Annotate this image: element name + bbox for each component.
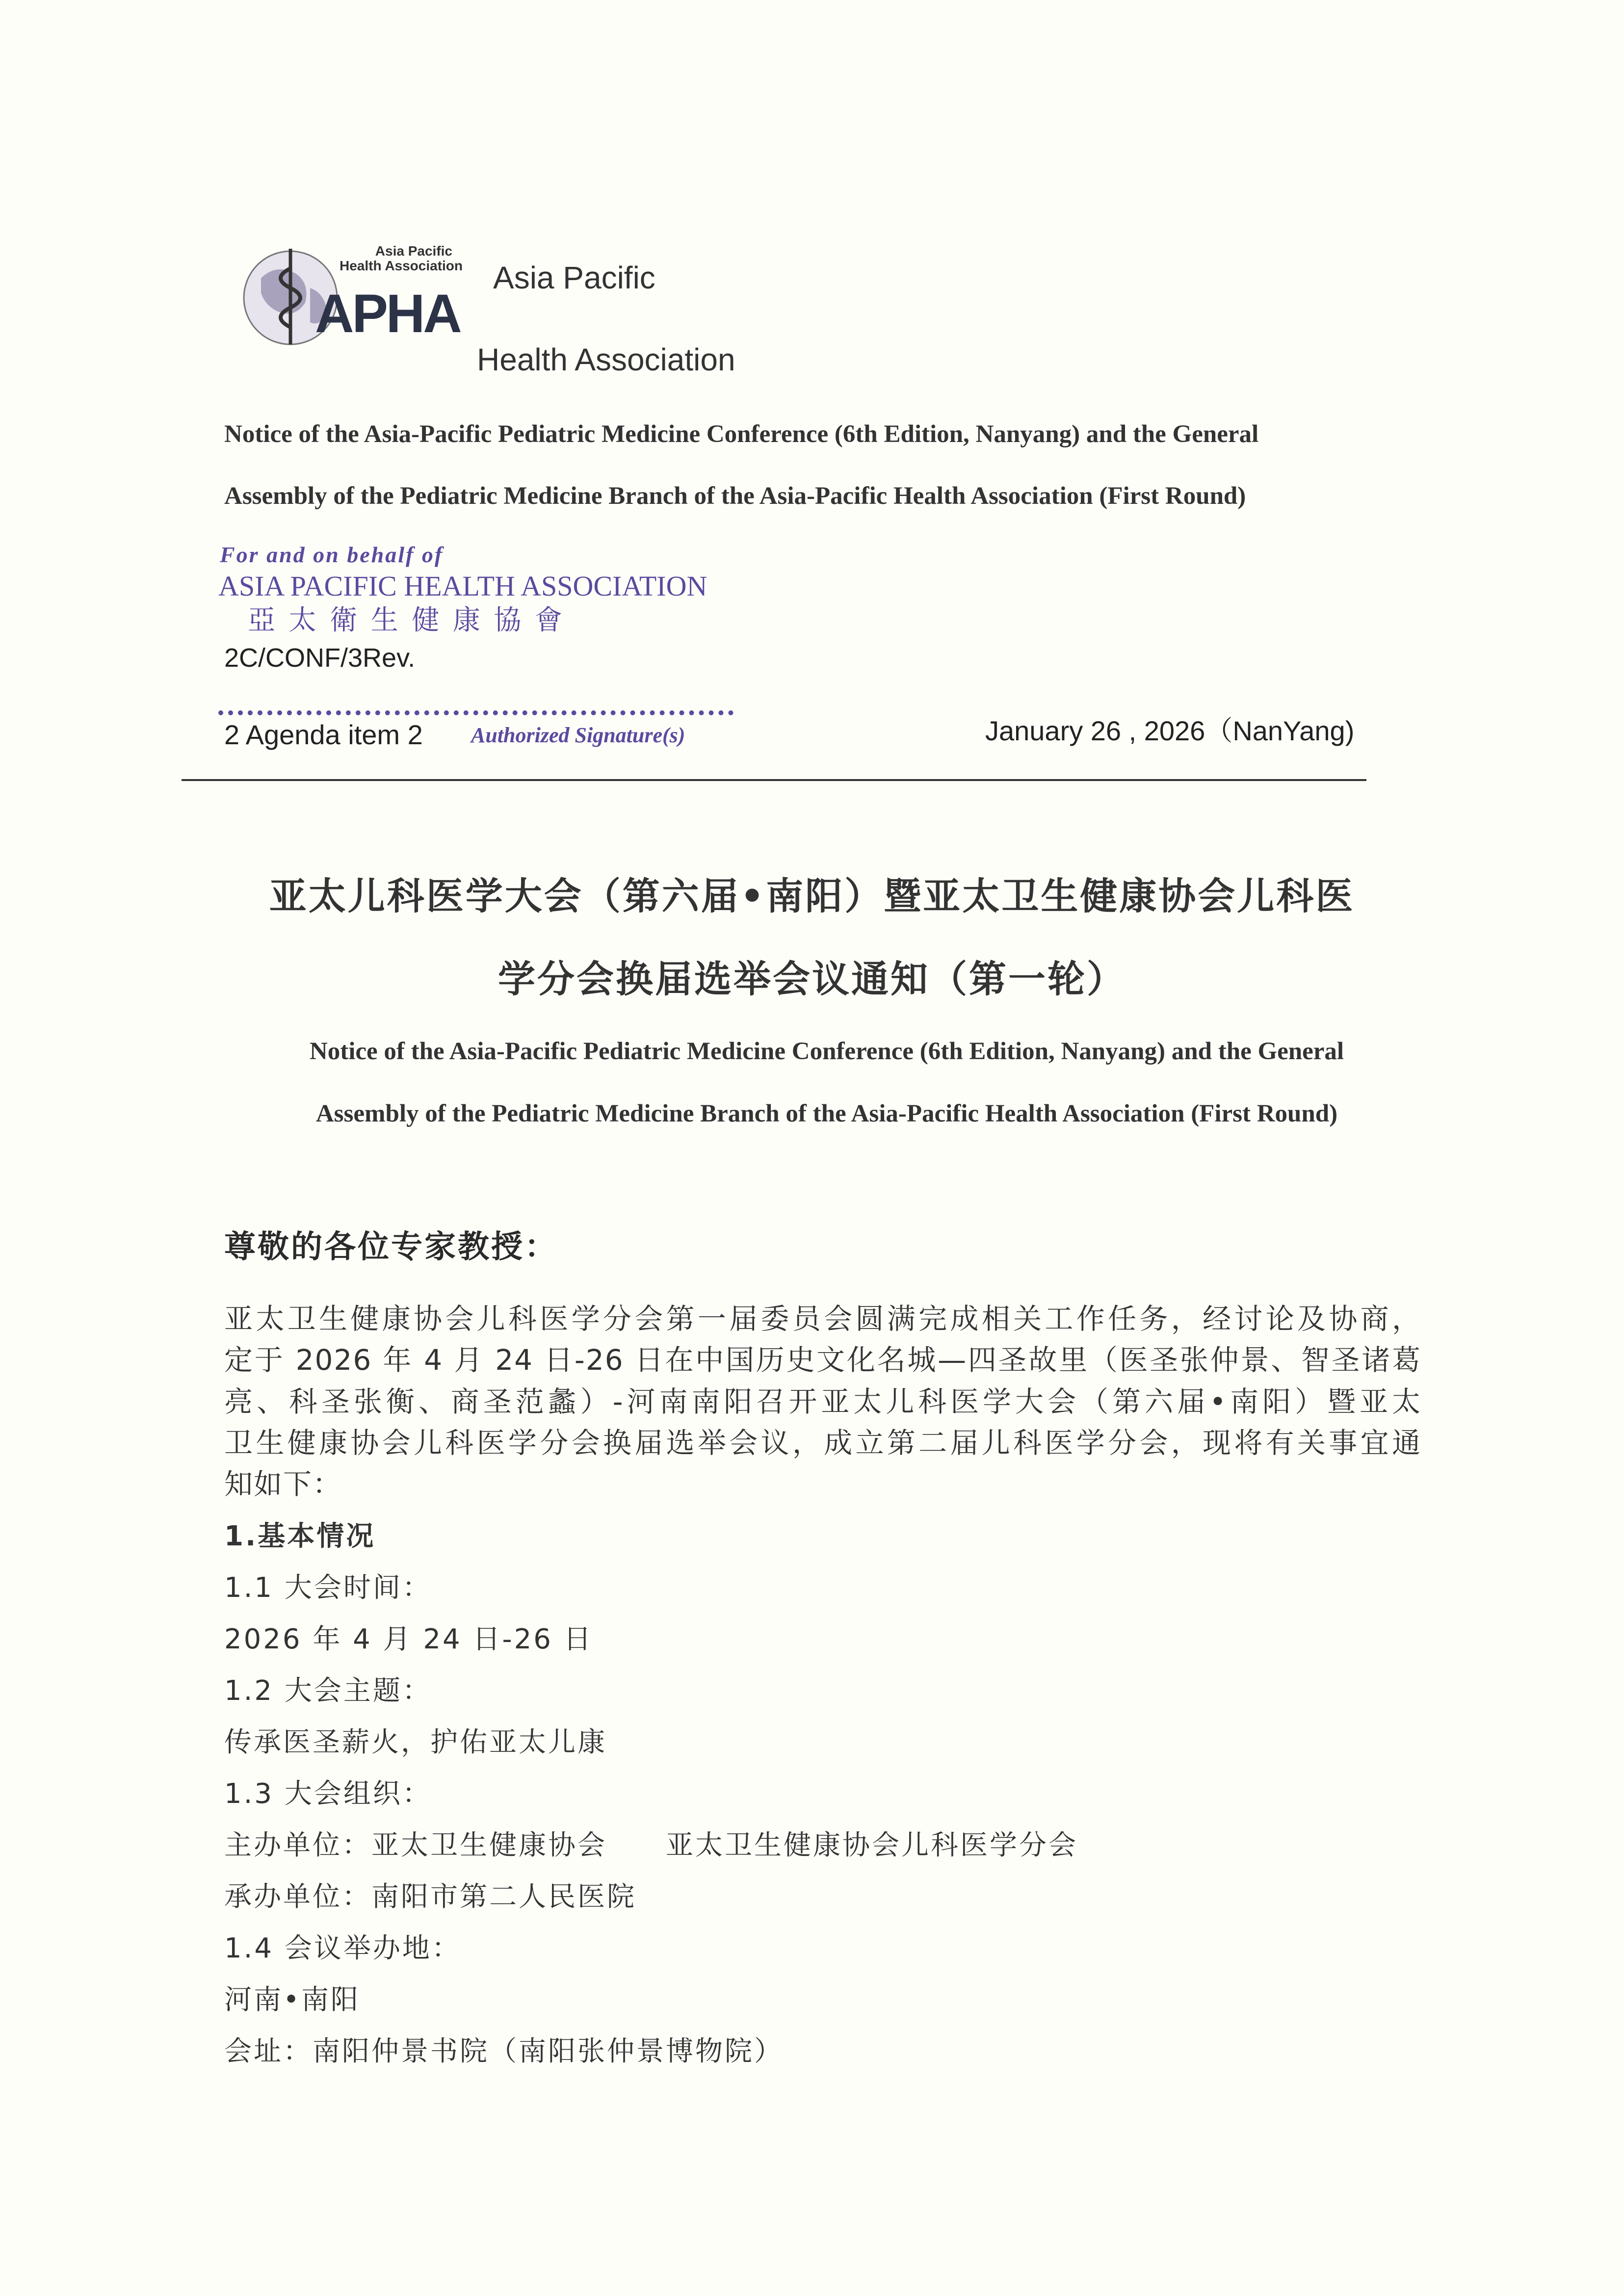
logo-acronym: APHA [315,284,460,344]
list-item: 1.1 大会时间： [224,1572,432,1604]
list-item: 1.4 会议举办地： [224,1932,461,1964]
list-item: 会址：南阳仲景书院（南阳张仲景博物院） [224,2035,784,2067]
title-en-line1: Notice of the Asia-Pacific Pediatric Medicine Conference (6th Edition, Nanyang) and the General [309,1038,1344,1065]
list-item: 河南•南阳 [224,1984,361,2016]
list-item: 2026 年 4 月 24 日-26 日 [224,1623,593,1655]
stamp-behalf: For and on behalf of [220,542,444,567]
apha-logo [236,243,463,349]
paragraph-line: 定于 2026 年 4 月 24 日-26 日在中国历史文化名城—四圣故里（医圣张仲景、智圣诸葛 [224,1343,1421,1377]
header-divider [182,779,1366,781]
paragraph-line: 知如下： [224,1467,342,1501]
logo-small-text: Health Association [340,258,463,273]
salutation: 尊敬的各位专家教授： [224,1228,558,1265]
list-item: 承办单位：南阳市第二人民医院 [224,1881,636,1913]
header-notice-line1: Notice of the Asia-Pacific Pediatric Medicine Conference (6th Edition, Nanyang) and the General [224,420,1259,448]
paragraph-line: 亚太卫生健康协会儿科医学分会第一届委员会圆满完成相关工作任务，经讨论及协商， [224,1302,1421,1335]
stamp-org-en: ASIA PACIFIC HEALTH ASSOCIATION [218,570,707,602]
title-cn-line2: 学分会换届选举会议通知（第一轮） [498,957,1126,1001]
stamp-org-cn: 亞 太 衛 生 健 康 協 會 [248,604,565,635]
agenda-item: 2 Agenda item 2 [224,719,423,750]
list-item: 1.2 大会主题： [224,1675,432,1707]
paragraph-line: 亮、科圣张衡、商圣范蠡）-河南南阳召开亚太儿科医学大会（第六届•南阳）暨亚太 [224,1385,1421,1418]
title-cn-line1: 亚太儿科医学大会（第六届•南阳）暨亚太卫生健康协会儿科医 [269,874,1355,918]
header-notice-line2: Assembly of the Pediatric Medicine Branch of the Asia-Pacific Health Association (First Round) [224,482,1246,510]
doc-code: 2C/CONF/3Rev. [224,643,416,673]
notice-date: January 26 , 2026（NanYang) [985,715,1355,746]
paragraph-line: 卫生健康协会儿科医学分会换届选举会议，成立第二届儿科医学分会，现将有关事宜通 [224,1426,1421,1460]
title-en-line2: Assembly of the Pediatric Medicine Branch of the Asia-Pacific Health Association (First Round) [315,1100,1338,1127]
list-item: 主办单位：亚太卫生健康协会 亚太卫生健康协会儿科医学分会 [224,1829,1078,1861]
org-name-line2: Health Association [477,342,735,377]
section-heading: 1.基本情况 [224,1520,376,1552]
logo-small-text: Asia Pacific [375,243,452,259]
signature-dotted-line [218,710,733,715]
authorized-signature: Authorized Signature(s) [471,723,685,747]
list-item: 传承医圣薪火，护佑亚太儿康 [224,1726,607,1758]
org-name-line1: Asia Pacific [493,260,655,295]
list-item: 1.3 大会组织： [224,1778,432,1810]
